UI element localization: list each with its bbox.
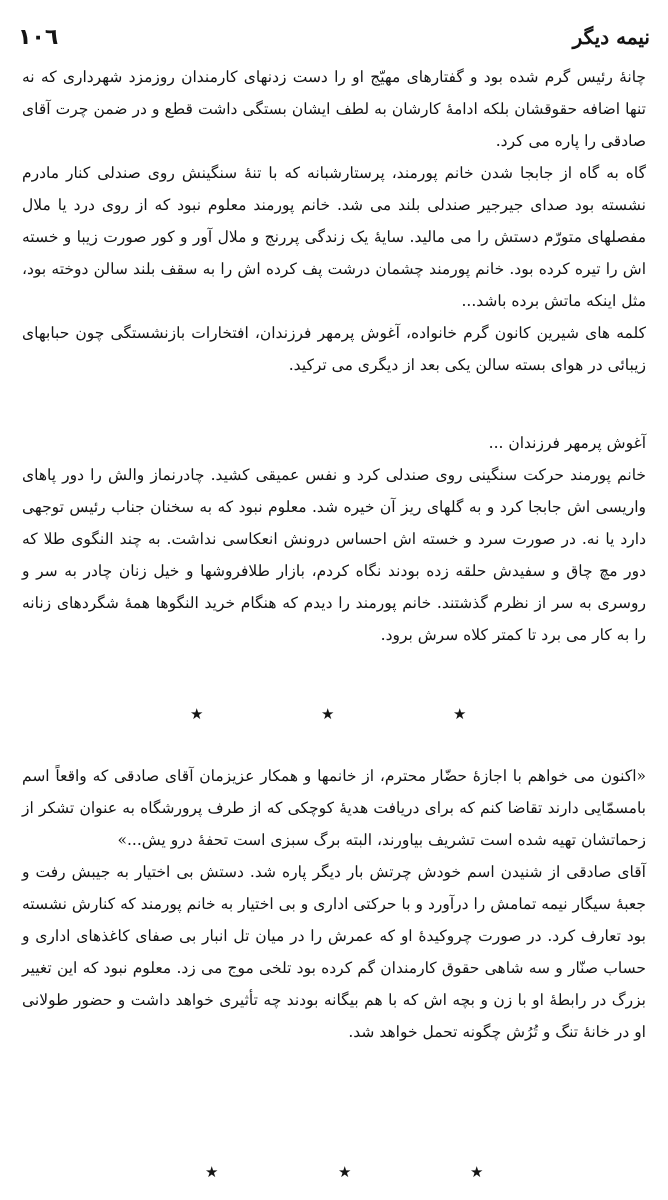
- section-separator: [0, 1162, 668, 1182]
- paragraph: آقای صادقی از شنیدن اسم خودش چرتش بار دیگر پاره شد. دستش بی اختیار به جیبش رفت و جعبهٔ سیگار نیمه تمامش را درآورد و با حرکتی اداری و بی اختیار به خانم پورمند که کنارش نشسته بود تعارف کرد. در صورت چروکیدهٔ او که عمرش را در میان تل انبار بی صفای کاغذهای اداری و حساب صنّار و سه شاهی حقوق کارمندان گم کرده بود تلخی موج می زد. معلوم نبود که این تغییر بزرگ در رابطهٔ او با زن و بچه اش که با هم بیگانه بودند چه تأثیری خواهد داشت و حضور طولانی او در خانهٔ تنگ و تُرُش چگونه تحمل خواهد شد.: [22, 863, 646, 1041]
- paragraph: خانم پورمند حرکت سنگینی روی صندلی کرد و نفس عمیقی کشید. چادرنماز والش را دور پاهای واریسی اش جابجا کرد و به گلهای ریز آن خیره شد. معلوم نبود که به سخنان جناب رئیس توجهی دارد یا نه. در صورت سرد و خسته اش احساس درونش انعکاسی نداشت. به چند النگوی طلا که دور مچ چاق و سفیدش حلقه زده بودند نگاه کردم، بازار طلافروشها و خیل زنان چادر به سر و روسری به سر از نظرم گذشتند. خانم پورمند را دیدم که هنگام خرید النگوها همهٔ شگردهای زنانه را به کار می برد تا کمتر کلاه سرش برود.: [22, 466, 646, 644]
- page-header: [18, 20, 650, 54]
- paragraph: چانهٔ رئیس گرم شده بود و گفتارهای مهیّج او را دست زدنهای کارمندان روزمزد شهرداری که نه تنها اضافه حقوقشان بلکه ادامهٔ کارشان به لطف ایشان بستگی داشت قطع و در ضمن چرت آقای صادقی را پاره می کرد.: [22, 68, 646, 150]
- star-icon: ★: [453, 705, 467, 723]
- star-icon: ★: [205, 1163, 219, 1181]
- section-separator: [0, 704, 668, 724]
- paragraph: گاه به گاه از جابجا شدن خانم پورمند، پرستارشبانه که با تنهٔ سنگینش روی صندلی کنار مادرم نشسته بود صدای جیرجیر صندلی بلند می شد. خانم پورمند معلوم نبود که از روی درد یا ملال مفصلهای متورّم دستش را می مالید. سایهٔ یک زندگی پررنج و ملال آور و کور صورت زیبا و خسته اش را تیره کرده بود. خانم پورمند چشمان درشت پف کرده اش را به سقف بلند سالن دوخته بود، مثل اینکه ماتش برده باشد...: [22, 164, 646, 310]
- page-number: ١٠٦: [18, 24, 59, 50]
- text-section-1: [22, 61, 646, 381]
- running-title: نیمه دیگر: [572, 25, 650, 49]
- text-section-2: [22, 427, 646, 651]
- paragraph: آغوش پرمهر فرزندان ...: [488, 434, 646, 452]
- star-icon: ★: [470, 1163, 484, 1181]
- paragraph: کلمه های شیرین کانون گرم خانواده، آغوش پرمهر فرزندان، افتخارات بازنشستگی چون حبابهای زیبائی در هوای بسته سالن یکی بعد از دیگری می ترکید.: [22, 324, 646, 374]
- star-icon: ★: [321, 705, 335, 723]
- text-section-3: [22, 760, 646, 1048]
- star-icon: ★: [338, 1163, 352, 1181]
- star-icon: ★: [190, 705, 204, 723]
- paragraph: «اکنون می خواهم با اجازهٔ حضّار محترم، از خانمها و همکار عزیزمان آقای صادقی که واقعاً اسم بامسمّایی دارند تقاضا کنم که برای دریافت هدیهٔ کوچکی که از طرف پرورشگاه به عنوان تشکر از زحماتشان تهیه شده است تشریف بیاورند، البته برگ سبزی است تحفهٔ درو یش...»: [22, 767, 646, 849]
